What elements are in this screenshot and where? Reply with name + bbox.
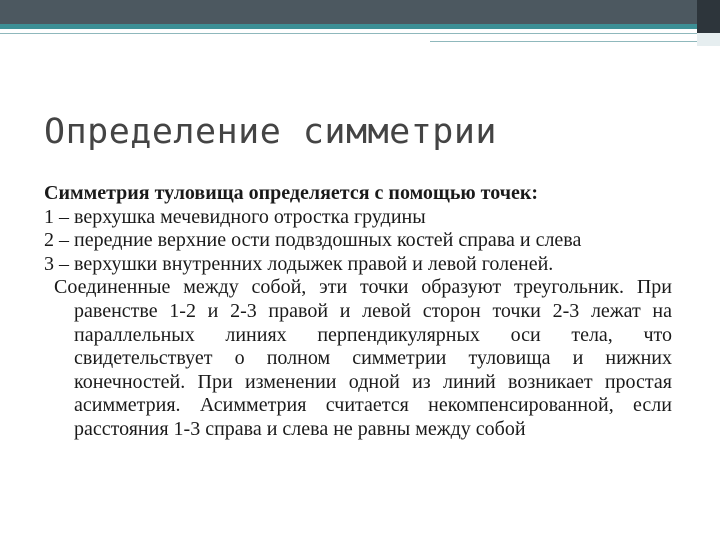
point-2: 2 – передние верхние ости подвздошных костей справа и слева (44, 229, 582, 252)
explanation-paragraph: Соединенные между собой, эти точки образуют треугольник. При равенстве 1-2 и 2-3 правой и левой сторон точки 2-3 лежат на параллельных линиях перпендикулярных оси тела, что свидетельствует о полном симметрии туловища и нижних конечностей. При изменении одной из линий возникает простая асимметрия. Асимметрия считается некомпенсированной, если расстояния 1-3 справа и слева не равны между собой (54, 276, 672, 440)
accent-stripe (0, 24, 720, 29)
slide-title: Определение симметрии (44, 112, 498, 152)
slide-body (44, 182, 672, 442)
point-1: 1 – верхушка мечевидного отростка грудины (44, 205, 426, 228)
divider-line (0, 33, 720, 34)
header-band (0, 0, 720, 24)
corner-decoration-inner (697, 33, 720, 46)
lead-text: Симметрия туловища определяется с помощью точек: (44, 182, 539, 204)
divider-line-short (430, 41, 720, 42)
point-3: 3 – верхушки внутренних лодыжек правой и левой голеней. (44, 252, 554, 275)
